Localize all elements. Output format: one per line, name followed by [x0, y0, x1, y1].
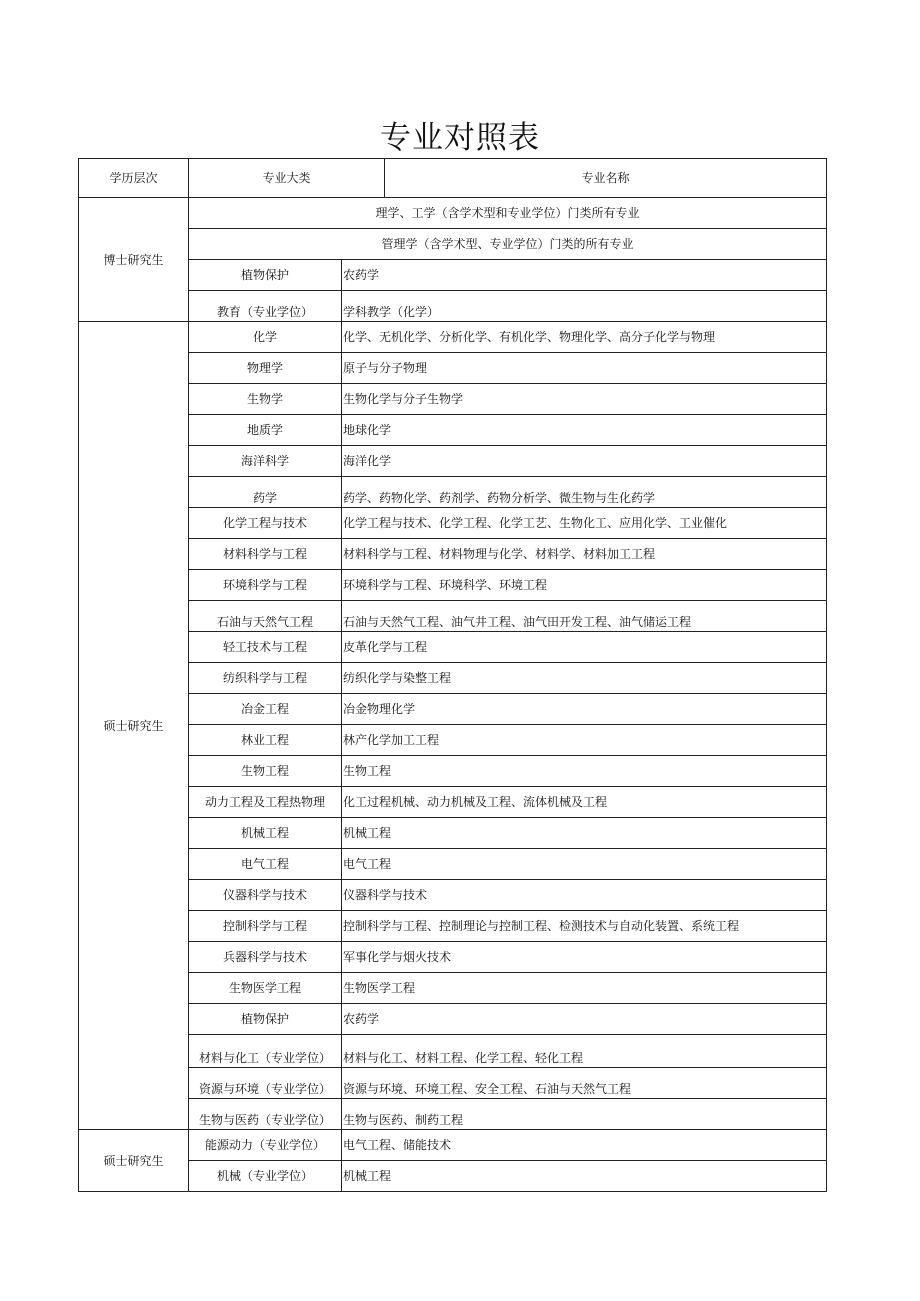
category-cell: 轻工技术与工程 [189, 632, 342, 663]
major-comparison-table [78, 158, 827, 1192]
table-row [79, 1099, 827, 1130]
category-cell: 海洋科学 [189, 446, 342, 477]
name-cell: 石油与天然气工程、油气井工程、油气田开发工程、油气储运工程 [342, 601, 827, 632]
table-row [79, 1161, 827, 1192]
table-row [79, 384, 827, 415]
table-row [79, 880, 827, 911]
table-row [79, 756, 827, 787]
name-cell: 生物工程 [342, 756, 827, 787]
name-cell: 生物化学与分子生物学 [342, 384, 827, 415]
table-row [79, 477, 827, 508]
name-cell: 控制科学与工程、控制理论与控制工程、检测技术与自动化装置、系统工程 [342, 911, 827, 942]
table-row [79, 508, 827, 539]
category-cell: 材料与化工（专业学位） [189, 1035, 342, 1068]
name-cell: 电气工程 [342, 849, 827, 880]
table-row [79, 818, 827, 849]
name-cell: 资源与环境、环境工程、安全工程、石油与天然气工程 [342, 1068, 827, 1099]
category-cell: 动力工程及工程热物理 [189, 787, 342, 818]
category-cell: 兵器科学与技术 [189, 942, 342, 973]
table-row [79, 632, 827, 663]
table-row [79, 322, 827, 353]
name-cell: 农药学 [342, 260, 827, 291]
name-cell: 农药学 [342, 1004, 827, 1035]
category-cell: 资源与环境（专业学位） [189, 1068, 342, 1099]
name-cell: 林产化学加工工程 [342, 725, 827, 756]
category-cell: 药学 [189, 477, 342, 508]
category-cell: 电气工程 [189, 849, 342, 880]
table-row [79, 973, 827, 1004]
category-cell: 冶金工程 [189, 694, 342, 725]
category-cell: 石油与天然气工程 [189, 601, 342, 632]
table-row [79, 229, 827, 260]
category-cell: 环境科学与工程 [189, 570, 342, 601]
table-row [79, 1004, 827, 1035]
table-row [79, 694, 827, 725]
name-cell: 冶金物理化学 [342, 694, 827, 725]
category-cell: 地质学 [189, 415, 342, 446]
name-cell: 学科教学（化学） [342, 291, 827, 322]
level-masters-2: 硕士研究生 [79, 1130, 189, 1192]
category-cell: 仪器科学与技术 [189, 880, 342, 911]
category-cell: 机械（专业学位） [189, 1161, 342, 1192]
name-cell: 纺织化学与染整工程 [342, 663, 827, 694]
span-cell: 管理学（含学术型、专业学位）门类的所有专业 [189, 229, 827, 260]
name-cell: 原子与分子物理 [342, 353, 827, 384]
header-name: 专业名称 [385, 159, 827, 198]
name-cell: 机械工程 [342, 1161, 827, 1192]
name-cell: 材料科学与工程、材料物理与化学、材料学、材料加工工程 [342, 539, 827, 570]
table-row [79, 663, 827, 694]
name-cell: 化工过程机械、动力机械及工程、流体机械及工程 [342, 787, 827, 818]
category-cell: 教育（专业学位） [189, 291, 342, 322]
table-row [79, 942, 827, 973]
category-cell: 物理学 [189, 353, 342, 384]
name-cell: 材料与化工、材料工程、化学工程、轻化工程 [342, 1035, 827, 1068]
name-cell: 化学工程与技术、化学工程、化学工艺、生物化工、应用化学、工业催化 [342, 508, 827, 539]
category-cell: 林业工程 [189, 725, 342, 756]
page-title: 专业对照表 [380, 120, 540, 156]
table-row [79, 787, 827, 818]
header-level: 学历层次 [79, 159, 189, 198]
name-cell: 化学、无机化学、分析化学、有机化学、物理化学、高分子化学与物理 [342, 322, 827, 353]
category-cell: 植物保护 [189, 1004, 342, 1035]
name-cell: 皮革化学与工程 [342, 632, 827, 663]
category-cell: 化学工程与技术 [189, 508, 342, 539]
table-row [79, 446, 827, 477]
table-row [79, 539, 827, 570]
category-cell: 材料科学与工程 [189, 539, 342, 570]
name-cell: 军事化学与烟火技术 [342, 942, 827, 973]
name-cell: 海洋化学 [342, 446, 827, 477]
table-row [79, 911, 827, 942]
name-cell: 地球化学 [342, 415, 827, 446]
name-cell: 仪器科学与技术 [342, 880, 827, 911]
table-row [79, 1068, 827, 1099]
category-cell: 生物与医药（专业学位） [189, 1099, 342, 1130]
span-cell: 理学、工学（含学术型和专业学位）门类所有专业 [189, 198, 827, 229]
name-cell: 生物与医药、制药工程 [342, 1099, 827, 1130]
header-category: 专业大类 [189, 159, 385, 198]
name-cell: 电气工程、储能技术 [342, 1130, 827, 1161]
table-row [79, 198, 827, 229]
category-cell: 机械工程 [189, 818, 342, 849]
table-row [79, 849, 827, 880]
category-cell: 生物学 [189, 384, 342, 415]
table-row [79, 601, 827, 632]
name-cell: 机械工程 [342, 818, 827, 849]
name-cell: 生物医学工程 [342, 973, 827, 1004]
table-row [79, 353, 827, 384]
table-row [79, 415, 827, 446]
category-cell: 生物医学工程 [189, 973, 342, 1004]
category-cell: 化学 [189, 322, 342, 353]
category-cell: 能源动力（专业学位） [189, 1130, 342, 1161]
name-cell: 环境科学与工程、环境科学、环境工程 [342, 570, 827, 601]
table-row [79, 570, 827, 601]
table-header-row [79, 159, 827, 198]
level-masters: 硕士研究生 [79, 322, 189, 1130]
category-cell: 纺织科学与工程 [189, 663, 342, 694]
category-cell: 植物保护 [189, 260, 342, 291]
table-row [79, 291, 827, 322]
category-cell: 生物工程 [189, 756, 342, 787]
name-cell: 药学、药物化学、药剂学、药物分析学、微生物与生化药学 [342, 477, 827, 508]
table-row [79, 260, 827, 291]
table-row [79, 725, 827, 756]
level-doctoral: 博士研究生 [79, 198, 189, 322]
table-row [79, 1035, 827, 1068]
category-cell: 控制科学与工程 [189, 911, 342, 942]
table-row [79, 1130, 827, 1161]
